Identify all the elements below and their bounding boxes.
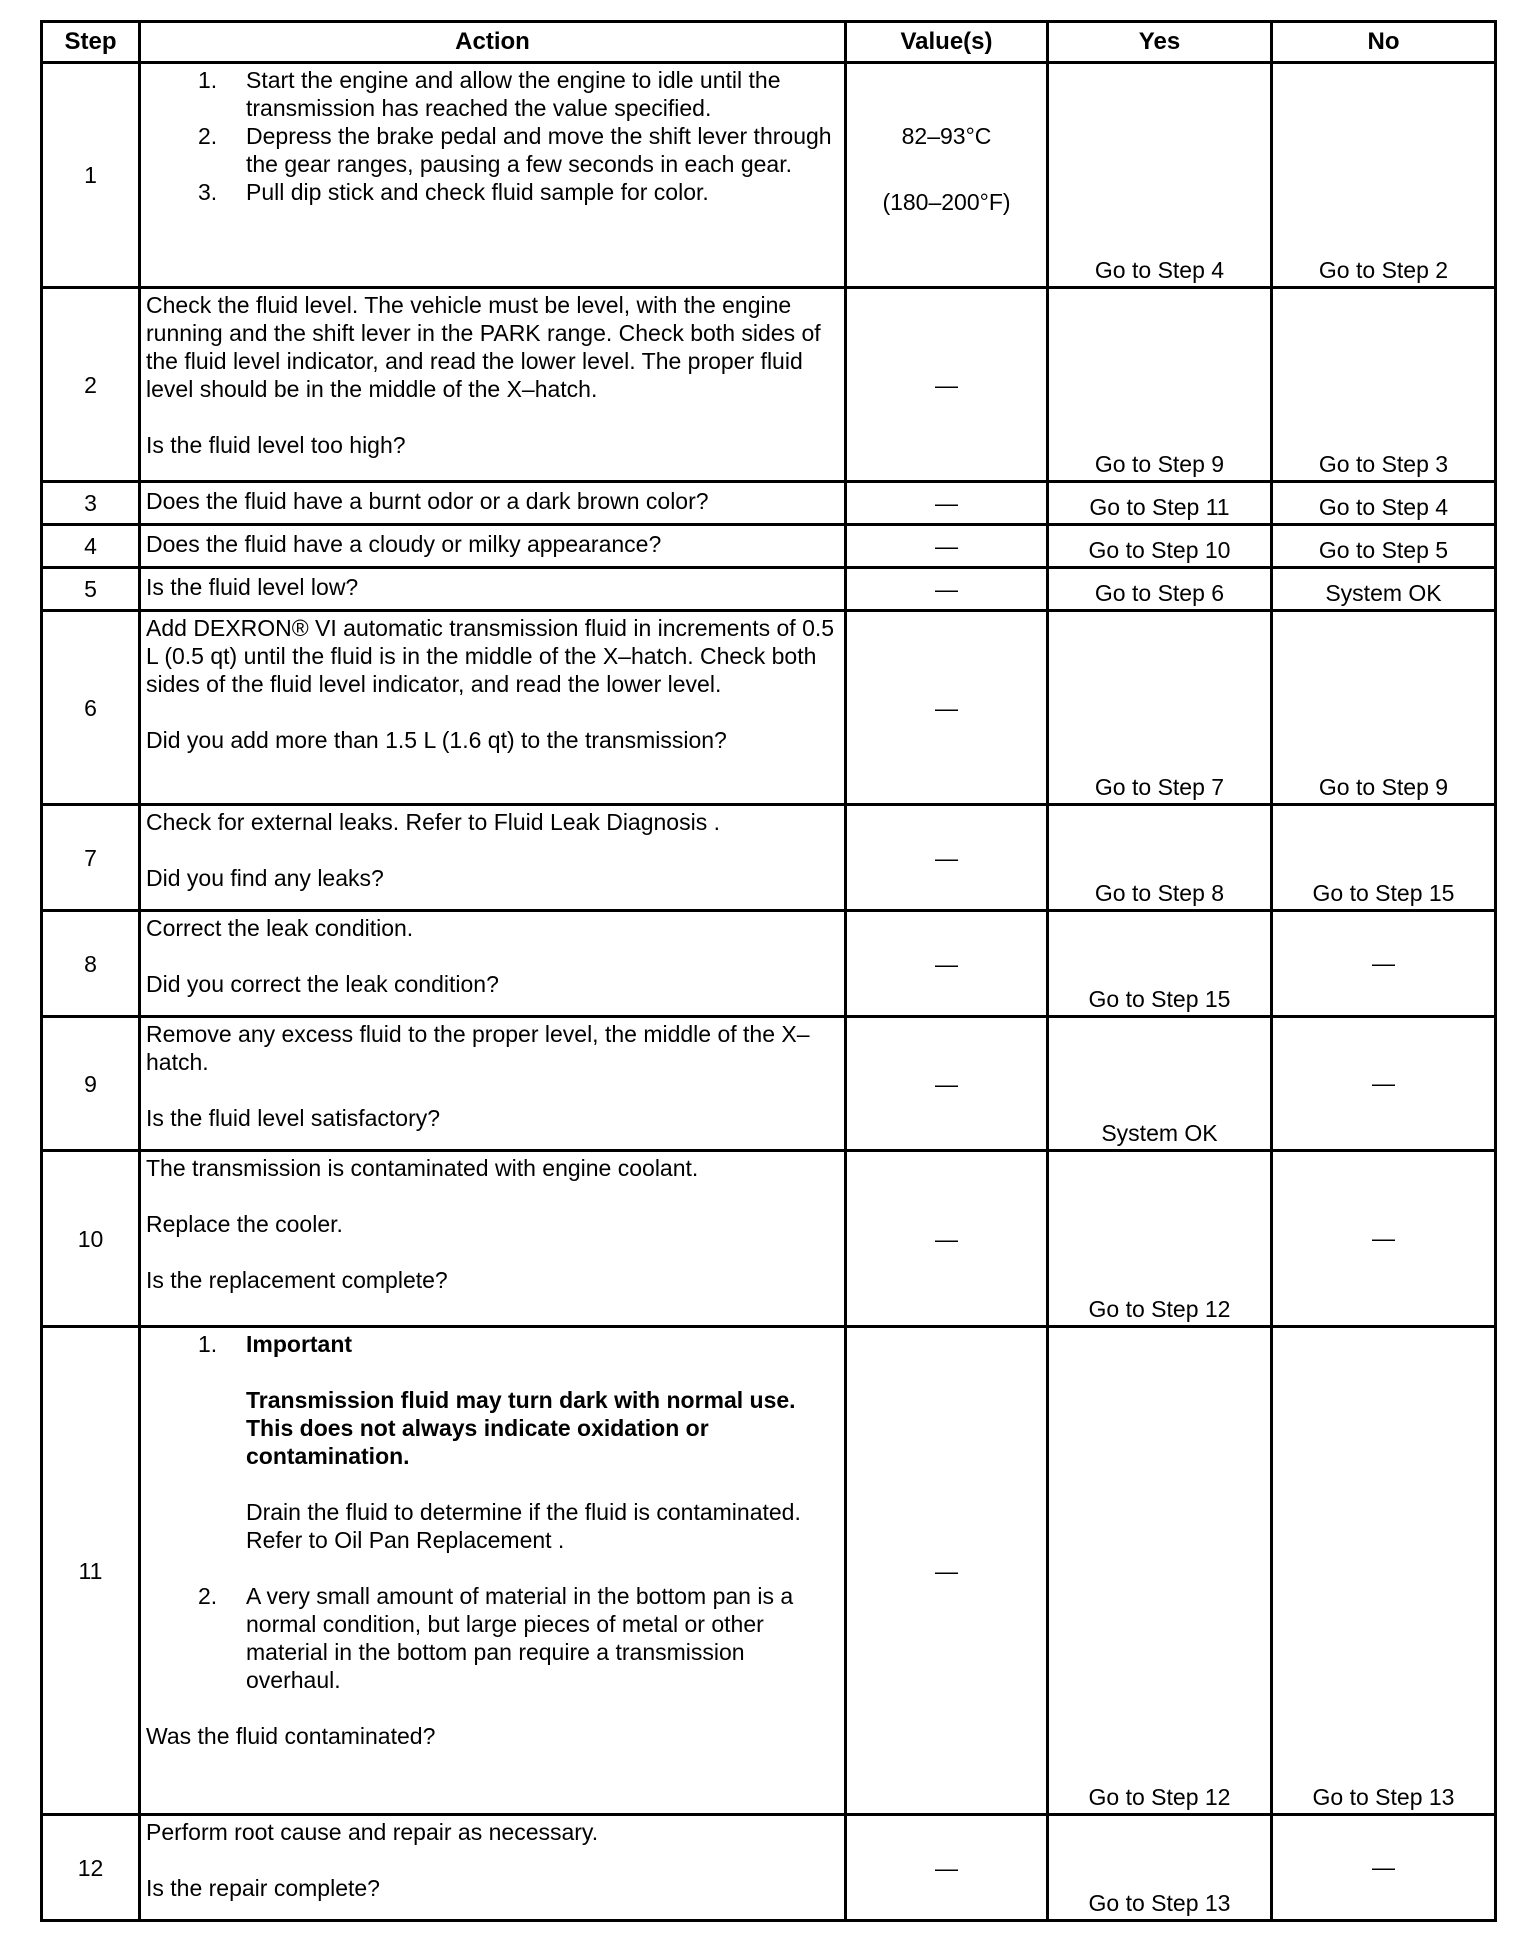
table-row-step-4 — [42, 525, 1496, 568]
action-question: Is the repair complete? — [146, 1875, 380, 1901]
yes-cell: Go to Step 13 — [1048, 1815, 1272, 1921]
table-row-step-11 — [42, 1327, 1496, 1815]
table-row-step-1 — [42, 63, 1496, 288]
table-row-step-8 — [42, 911, 1496, 1017]
step-number: 6 — [42, 611, 140, 805]
yes-cell: System OK — [1048, 1017, 1272, 1151]
action-cell — [140, 911, 846, 1017]
yes-cell: Go to Step 11 — [1048, 482, 1272, 525]
value-cell: — — [846, 1327, 1048, 1815]
step-number: 4 — [42, 525, 140, 568]
no-cell: Go to Step 4 — [1272, 482, 1496, 525]
header-no: No — [1272, 22, 1496, 63]
value-cell: — — [846, 911, 1048, 1017]
action-question: Is the fluid level too high? — [146, 432, 406, 458]
action-text: Correct the leak condition. — [146, 915, 414, 941]
header-values: Value(s) — [846, 22, 1048, 63]
value-cell: — — [846, 805, 1048, 911]
step-number: 8 — [42, 911, 140, 1017]
list-text: A very small amount of material in the bottom pan is a normal condition, but large pieces of metal or other material in the bottom pan require a transmission overhaul. — [246, 1583, 794, 1693]
list-text: Depress the brake pedal and move the shift lever through the gear ranges, pausing a few seconds in each gear. — [246, 123, 832, 177]
list-number: 1. — [198, 67, 218, 93]
action-list — [146, 1330, 836, 1694]
step-number: 7 — [42, 805, 140, 911]
action-question: Is the fluid level satisfactory? — [146, 1105, 441, 1131]
important-label: Important — [246, 1331, 353, 1357]
value-cell: — — [846, 611, 1048, 805]
table-row-step-6 — [42, 611, 1496, 805]
no-cell: Go to Step 15 — [1272, 805, 1496, 911]
value-cell — [846, 63, 1048, 288]
value-fahrenheit: (180–200°F) — [882, 189, 1011, 215]
header-action: Action — [140, 22, 846, 63]
header-row — [42, 22, 1496, 63]
yes-cell: Go to Step 4 — [1048, 63, 1272, 288]
action-cell — [140, 288, 846, 482]
step-number: 1 — [42, 63, 140, 288]
step-number: 10 — [42, 1151, 140, 1327]
action-text-secondary: Replace the cooler. — [146, 1211, 343, 1237]
action-cell — [140, 611, 846, 805]
yes-cell: Go to Step 15 — [1048, 911, 1272, 1017]
important-note: Transmission fluid may turn dark with normal use. This does not always indicate oxidation or contamination. — [246, 1387, 796, 1469]
list-text: Start the engine and allow the engine to idle until the transmission has reached the value specified. — [246, 67, 781, 121]
list-item — [146, 122, 836, 178]
table-row-step-9 — [42, 1017, 1496, 1151]
step-number: 5 — [42, 568, 140, 611]
action-text: Check for external leaks. Refer to Fluid Leak Diagnosis . — [146, 809, 720, 835]
action-question: Did you correct the leak condition? — [146, 971, 499, 997]
action-question: Is the replacement complete? — [146, 1267, 448, 1293]
action-question: Did you add more than 1.5 L (1.6 qt) to the transmission? — [146, 727, 727, 753]
table-row-step-5 — [42, 568, 1496, 611]
yes-cell: Go to Step 9 — [1048, 288, 1272, 482]
action-text: Perform root cause and repair as necessary. — [146, 1819, 599, 1845]
action-question: Is the fluid level low? — [140, 568, 846, 611]
yes-cell: Go to Step 10 — [1048, 525, 1272, 568]
table-row-step-2 — [42, 288, 1496, 482]
value-cell: — — [846, 525, 1048, 568]
no-cell: System OK — [1272, 568, 1496, 611]
list-item — [146, 1582, 836, 1694]
value-cell: — — [846, 288, 1048, 482]
no-cell: Go to Step 9 — [1272, 611, 1496, 805]
no-cell: Go to Step 3 — [1272, 288, 1496, 482]
value-cell: — — [846, 568, 1048, 611]
list-number: 3. — [198, 179, 218, 205]
action-cell — [140, 63, 846, 288]
header-yes: Yes — [1048, 22, 1272, 63]
yes-cell: Go to Step 7 — [1048, 611, 1272, 805]
action-cell — [140, 1151, 846, 1327]
list-item — [146, 1330, 836, 1554]
table-row-step-12 — [42, 1815, 1496, 1921]
value-cell: — — [846, 1151, 1048, 1327]
list-text: Drain the fluid to determine if the fluid is contaminated. Refer to Oil Pan Replacement . — [246, 1499, 801, 1553]
action-cell — [140, 805, 846, 911]
step-number: 11 — [42, 1327, 140, 1815]
action-question: Does the fluid have a burnt odor or a dark brown color? — [140, 482, 846, 525]
step-number: 12 — [42, 1815, 140, 1921]
value-cell: — — [846, 482, 1048, 525]
action-text: The transmission is contaminated with engine coolant. — [146, 1155, 699, 1181]
list-text: Pull dip stick and check fluid sample for color. — [246, 179, 709, 205]
action-list — [146, 66, 836, 206]
no-cell: Go to Step 13 — [1272, 1327, 1496, 1815]
action-question: Does the fluid have a cloudy or milky appearance? — [140, 525, 846, 568]
action-text: Add DEXRON® VI automatic transmission fluid in increments of 0.5 L (0.5 qt) until the fluid is in the middle of the X–hatch. Check both sides of the fluid level indicator, and read the lower level. — [146, 615, 835, 697]
step-number: 3 — [42, 482, 140, 525]
step-number: 2 — [42, 288, 140, 482]
action-question: Did you find any leaks? — [146, 865, 384, 891]
no-cell: Go to Step 5 — [1272, 525, 1496, 568]
yes-cell: Go to Step 12 — [1048, 1151, 1272, 1327]
no-cell: Go to Step 2 — [1272, 63, 1496, 288]
no-cell: — — [1272, 1017, 1496, 1151]
yes-cell: Go to Step 12 — [1048, 1327, 1272, 1815]
list-item — [146, 178, 836, 206]
table-row-step-3 — [42, 482, 1496, 525]
action-text: Remove any excess fluid to the proper level, the middle of the X–hatch. — [146, 1021, 810, 1075]
table-row-step-10 — [42, 1151, 1496, 1327]
step-number: 9 — [42, 1017, 140, 1151]
list-number: 2. — [198, 123, 218, 149]
no-cell: — — [1272, 1151, 1496, 1327]
yes-cell: Go to Step 8 — [1048, 805, 1272, 911]
no-cell: — — [1272, 1815, 1496, 1921]
action-question: Was the fluid contaminated? — [146, 1723, 436, 1749]
list-item — [146, 66, 836, 122]
yes-cell: Go to Step 6 — [1048, 568, 1272, 611]
list-number: 2. — [198, 1583, 218, 1609]
action-cell — [140, 1815, 846, 1921]
header-step: Step — [42, 22, 140, 63]
value-cell: — — [846, 1815, 1048, 1921]
no-cell: — — [1272, 911, 1496, 1017]
action-cell — [140, 1017, 846, 1151]
action-cell — [140, 1327, 846, 1815]
value-cell: — — [846, 1017, 1048, 1151]
value-celsius: 82–93°C — [901, 123, 992, 149]
table-row-step-7 — [42, 805, 1496, 911]
diagnostic-table — [40, 20, 1497, 1922]
action-text: Check the fluid level. The vehicle must be level, with the engine running and the shift lever in the PARK range. Check both sides of the fluid level indicator, and read the lower level. The proper fluid level should be in the middle of the X–hatch. — [146, 292, 821, 402]
list-number: 1. — [198, 1331, 218, 1357]
